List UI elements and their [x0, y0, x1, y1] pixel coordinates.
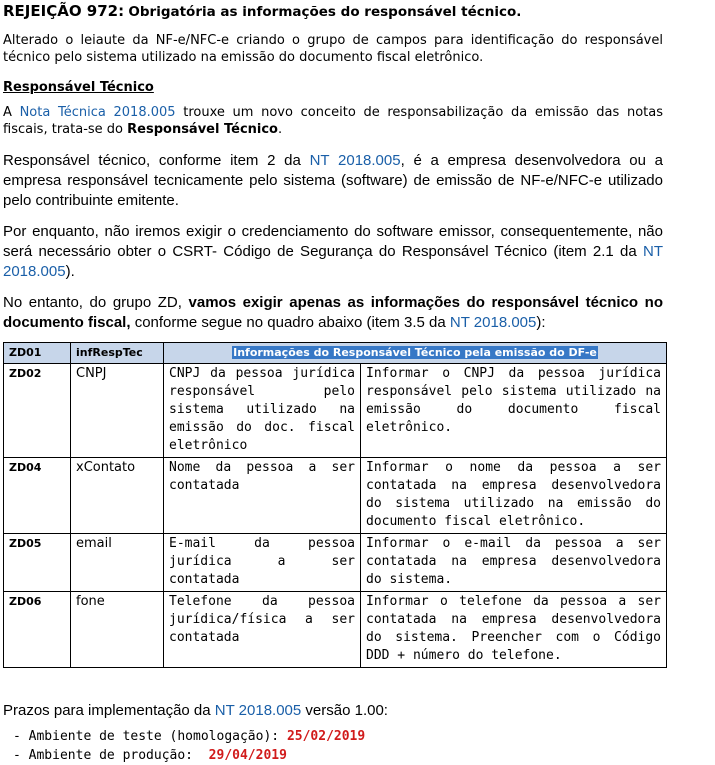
- document: [3, 2, 663, 765]
- row-id: ZD05: [4, 534, 71, 592]
- paragraph-nota-tecnica: A Nota Técnica 2018.005 trouxe um novo conceito de responsabilização da emissão das notas fiscais, trata-se do Responsável Técnico.: [3, 105, 663, 137]
- nota-tecnica-link[interactable]: Nota Técnica 2018.005: [19, 105, 176, 120]
- paragraph-credenciamento: Por enquanto, não iremos exigir o credenciamento do software emissor, consequentemente, não será necessário obter o CSRT- Código de Segurança do Responsável Técnico (item 2.1 da NT 2018.005).: [3, 223, 663, 280]
- nt-link[interactable]: NT 2018.005: [3, 243, 663, 280]
- row-id: ZD02: [4, 364, 71, 458]
- row-observation: Informar o CNPJ da pessoa jurídica responsável pelo sistema utilizado na emissão do documento fiscal eletrônico.: [361, 364, 667, 458]
- row-description: CNPJ da pessoa jurídica responsável pelo sistema utilizado na emissão do doc. fiscal eletrônico: [164, 364, 361, 458]
- environment-production: - Ambiente de produção: 29/04/2019: [13, 748, 287, 763]
- header-tag: infRespTec: [71, 343, 164, 364]
- row-description: E-mail da pessoa jurídica a ser contatada: [164, 534, 361, 592]
- responsavel-tecnico-bold: Responsável Técnico: [127, 122, 278, 137]
- rejection-code: REJEIÇÃO 972:: [3, 2, 125, 20]
- prazos-paragraph: Prazos para implementação da NT 2018.005 versão 1.00:: [3, 702, 388, 719]
- row-observation: Informar o e-mail da pessoa a ser contatada na empresa desenvolvedora do sistema.: [361, 534, 667, 592]
- row-observation: Informar o telefone da pessoa a ser contatada na empresa desenvolvedora do sistema. Preencher com o Código DDD + número do telefone.: [361, 592, 667, 668]
- nt-link[interactable]: NT 2018.005: [214, 702, 302, 719]
- intro-paragraph: Alterado o leiaute da NF-e/NFC-e criando o grupo de campos para identificação do responsável técnico pelo sistema utilizado na emissão do documento fiscal eletrônico.: [3, 33, 663, 65]
- row-tag: CNPJ: [71, 364, 164, 458]
- environment-test: - Ambiente de teste (homologação): 25/02/2019: [13, 729, 366, 744]
- row-description: Telefone da pessoa jurídica/física a ser contatada: [164, 592, 361, 668]
- table-row: [4, 592, 667, 668]
- rejection-title: [3, 2, 663, 20]
- row-id: ZD04: [4, 458, 71, 534]
- rejection-description: Obrigatória as informações do responsável técnico.: [128, 4, 522, 20]
- row-observation: Informar o nome da pessoa a ser contatada na empresa desenvolvedora do sistema utilizado na emissão do documento fiscal eletrônico.: [361, 458, 667, 534]
- row-tag: xContato: [71, 458, 164, 534]
- header-id: ZD01: [4, 343, 71, 364]
- production-date: 29/04/2019: [208, 748, 287, 763]
- test-date: 25/02/2019: [286, 729, 366, 744]
- row-tag: email: [71, 534, 164, 592]
- section-heading: Responsável Técnico: [3, 80, 154, 95]
- paragraph-grupo-zd: No entanto, do grupo ZD, vamos exigir apenas as informações do responsável técnico no documento fiscal, conforme segue no quadro abaixo (item 3.5 da NT 2018.005):: [3, 294, 664, 331]
- paragraph-definition: Responsável técnico, conforme item 2 da NT 2018.005, é a empresa desenvolvedora ou a empresa responsável tecnicamente pelo sistema (software) de emissão de NF-e/NFC-e utilizado pelo contribuinte emitente.: [3, 152, 663, 209]
- table-header-row: [4, 343, 667, 364]
- header-title: Informações do Responsável Técnico pela emissão do DF-e: [164, 343, 667, 364]
- table-row: [4, 458, 667, 534]
- table-row: [4, 364, 667, 458]
- resp-tec-table: [3, 342, 667, 668]
- exigencia-bold: vamos exigir apenas as informações do responsável técnico no documento fiscal,: [3, 294, 664, 331]
- row-id: ZD06: [4, 592, 71, 668]
- nt-link[interactable]: NT 2018.005: [309, 152, 401, 169]
- row-description: Nome da pessoa a ser contatada: [164, 458, 361, 534]
- nt-link[interactable]: NT 2018.005: [449, 314, 537, 331]
- row-tag: fone: [71, 592, 164, 668]
- table-row: [4, 534, 667, 592]
